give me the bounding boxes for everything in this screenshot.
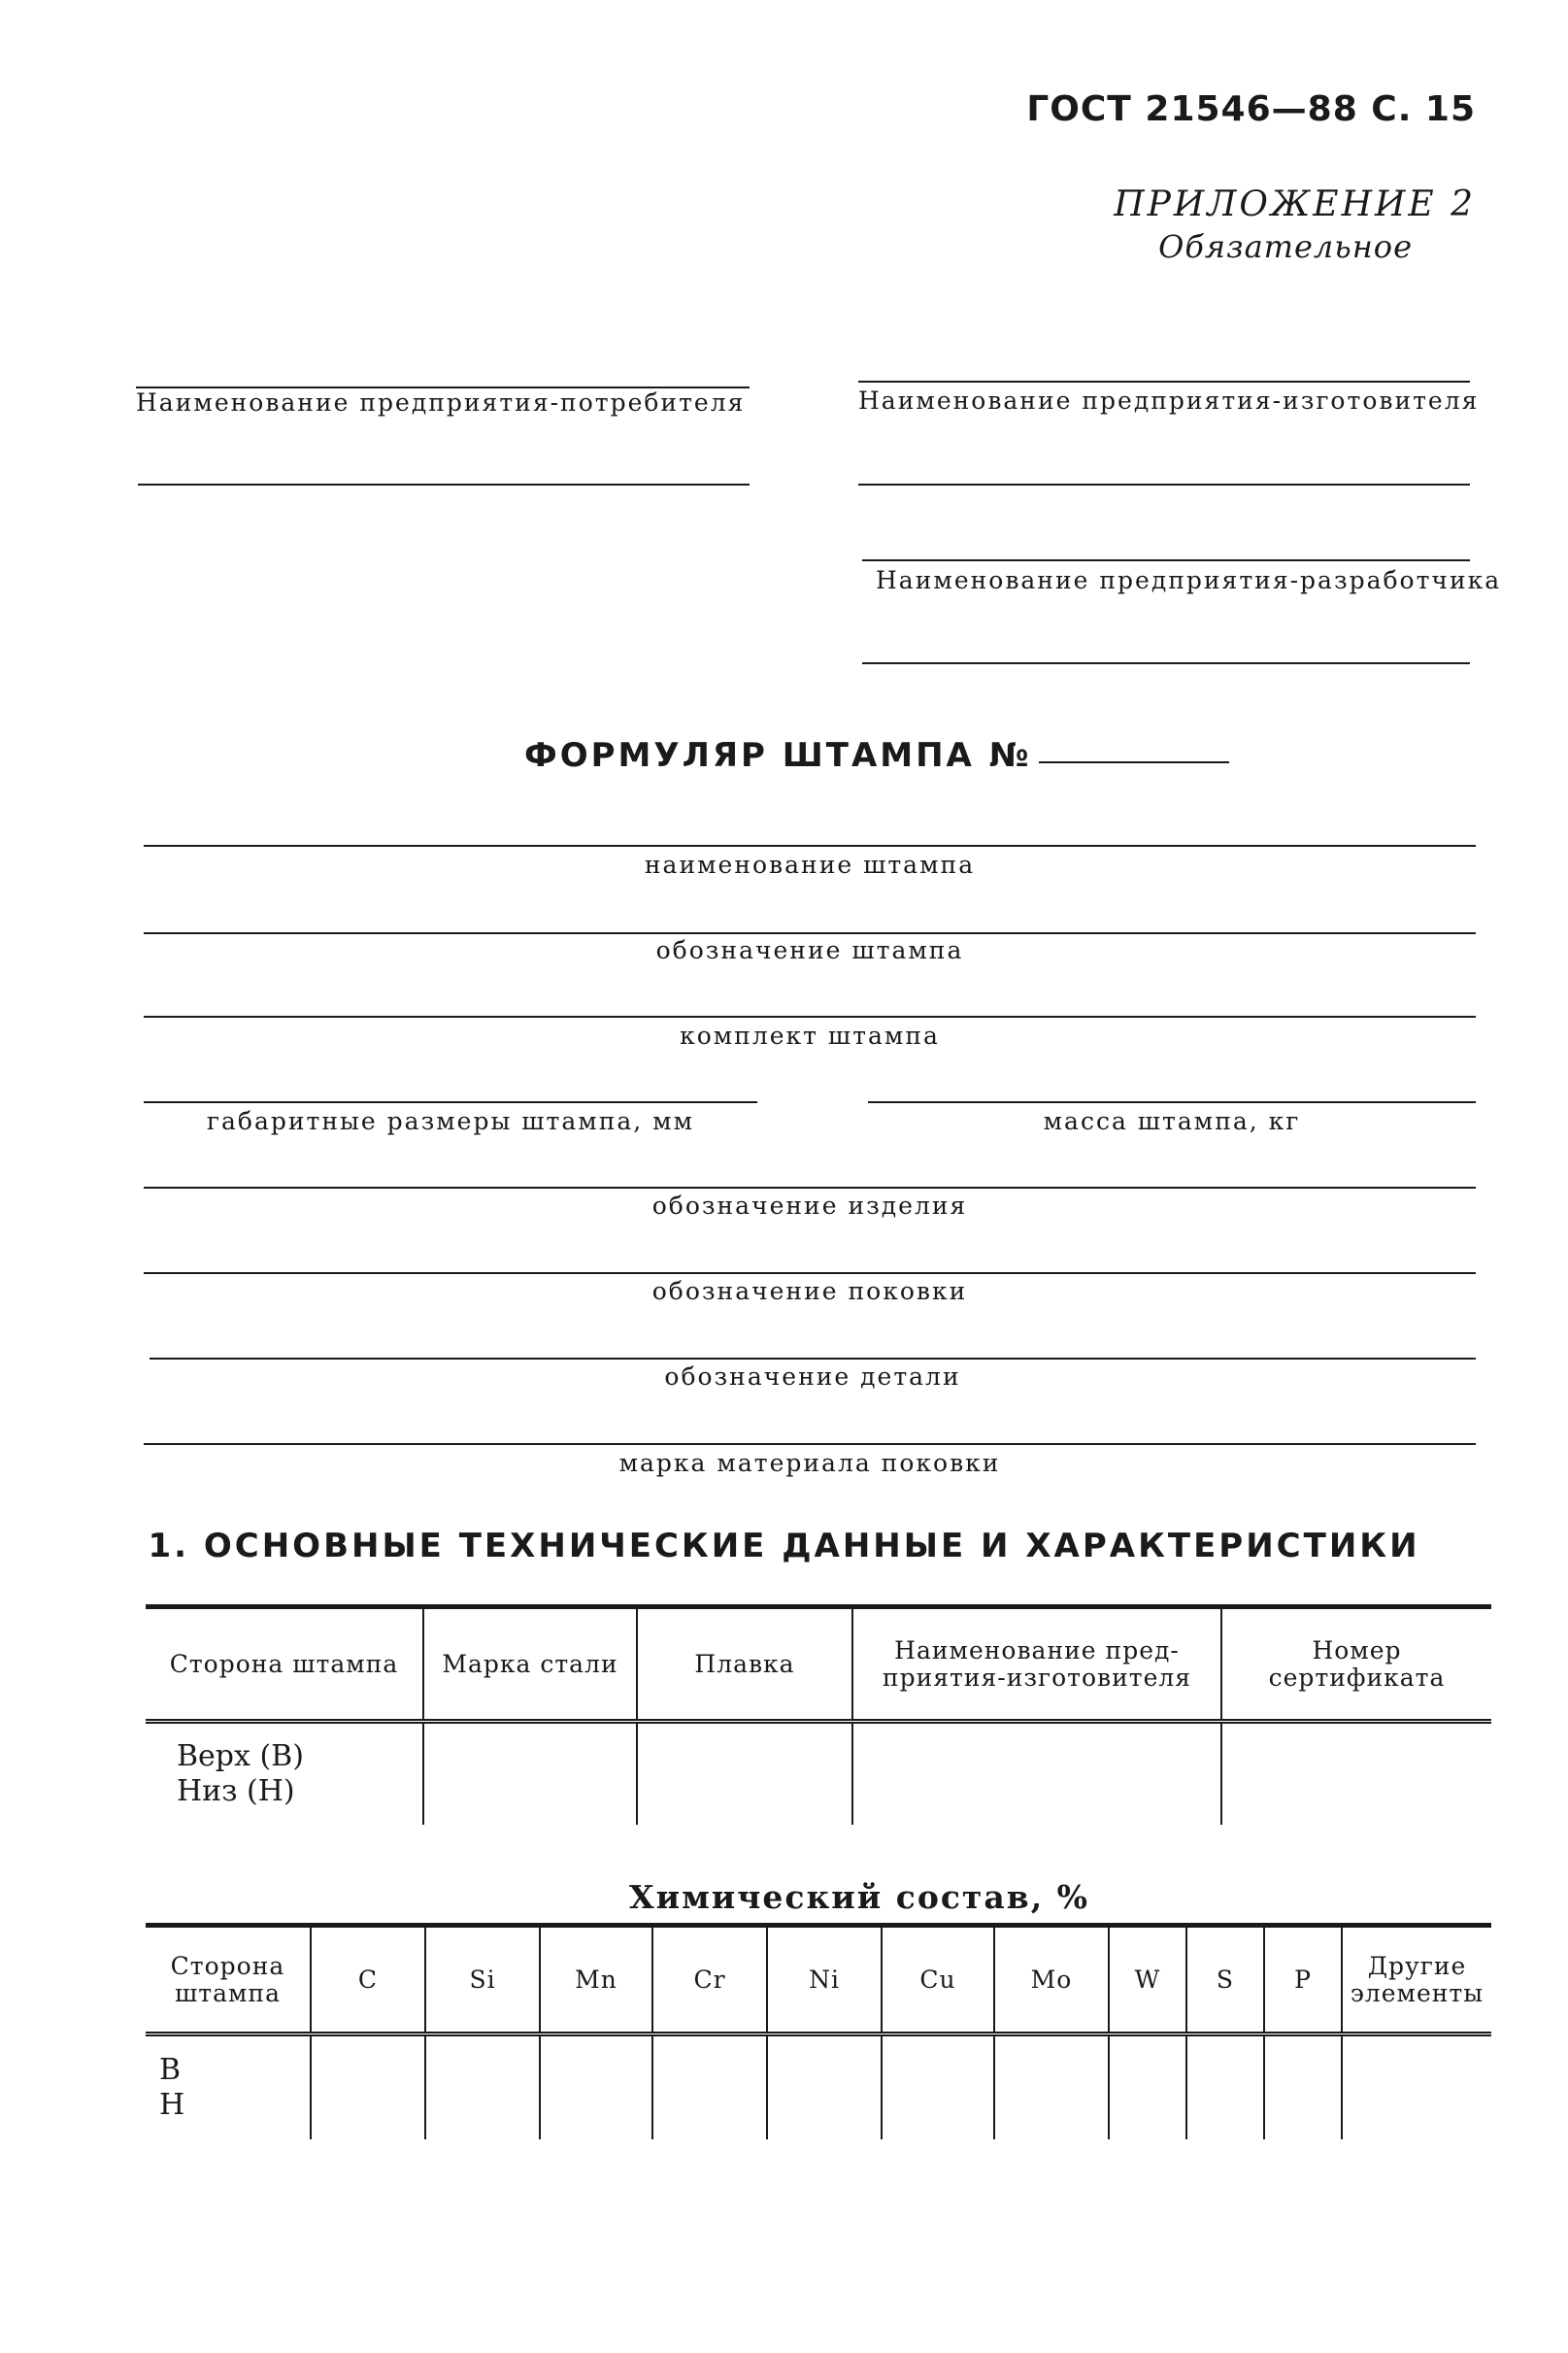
chem-header-cr: Cr xyxy=(652,1926,767,2034)
forging-designation-line[interactable] xyxy=(144,1272,1476,1274)
chem-header-mn: Mn xyxy=(540,1926,652,2034)
chem-header-ni: Ni xyxy=(767,1926,882,2034)
chem-composition-table xyxy=(146,1923,1491,2139)
chem-header-other: Другие элементы xyxy=(1342,1926,1491,2034)
stamp-designation-line[interactable] xyxy=(144,932,1476,934)
header-steel-grade: Марка стали xyxy=(423,1607,637,1722)
manufacturer-line-top[interactable] xyxy=(858,381,1470,383)
certificate-number-cell[interactable] xyxy=(1221,1722,1491,1825)
stamp-set-caption: комплект штампа xyxy=(680,1022,940,1050)
chem-side-bottom-label: Н xyxy=(159,2087,185,2122)
header-stamp-side: Сторона штампа xyxy=(169,1649,399,1678)
chem-header-cu: Cu xyxy=(882,1926,994,2034)
chem-header-stamp-side: Сторона штампа xyxy=(170,1951,285,2007)
chem-cu-cell[interactable] xyxy=(882,2034,994,2139)
header-manufacturer-name: Наименование пред-приятия-изготовителя xyxy=(852,1607,1221,1722)
chem-s-cell[interactable] xyxy=(1186,2034,1264,2139)
consumer-caption: Наименование предприятия-потребителя xyxy=(136,388,746,417)
part-designation-caption: обозначение детали xyxy=(664,1362,961,1391)
consumer-line-bottom[interactable] xyxy=(138,484,750,486)
forging-designation-caption: обозначение поковки xyxy=(651,1277,968,1305)
mass-caption: масса штампа, кг xyxy=(1043,1107,1301,1135)
manufacturer-name-cell[interactable] xyxy=(852,1722,1221,1825)
stamp-side-cell xyxy=(146,1722,423,1825)
mass-line[interactable] xyxy=(868,1101,1476,1103)
chem-header-s: S xyxy=(1186,1926,1264,2034)
stamp-name-caption: наименование штампа xyxy=(644,851,976,879)
chem-side-top-label: В xyxy=(159,2052,182,2087)
form-title-text: ФОРМУЛЯР ШТАМПА № xyxy=(524,736,1032,775)
chem-title: Химический состав, % xyxy=(629,1878,1090,1916)
chem-mo-cell[interactable] xyxy=(994,2034,1109,2139)
chem-other-cell[interactable] xyxy=(1342,2034,1491,2139)
chem-cr-cell[interactable] xyxy=(652,2034,767,2139)
forging-material-line[interactable] xyxy=(144,1443,1476,1445)
developer-line-bottom[interactable] xyxy=(862,662,1470,664)
chem-header-mo: Mo xyxy=(994,1926,1109,2034)
developer-caption: Наименование предприятия-разработчика xyxy=(876,566,1502,594)
form-title xyxy=(524,736,1229,775)
forging-material-caption: марка материала поковки xyxy=(618,1449,1001,1477)
manufacturer-line-bottom[interactable] xyxy=(858,484,1470,486)
chem-mn-cell[interactable] xyxy=(540,2034,652,2139)
side-bottom-label: Низ (Н) xyxy=(177,1773,295,1808)
chem-header-si: Si xyxy=(425,1926,540,2034)
chem-ni-cell[interactable] xyxy=(767,2034,882,2139)
dimensions-line[interactable] xyxy=(144,1101,757,1103)
stamp-set-line[interactable] xyxy=(144,1016,1476,1018)
form-number-line[interactable] xyxy=(1039,761,1229,763)
melt-cell[interactable] xyxy=(637,1722,852,1825)
manufacturer-caption: Наименование предприятия-изготовителя xyxy=(858,387,1480,415)
appendix-label: ПРИЛОЖЕНИЕ 2 xyxy=(1114,185,1476,224)
chem-header-c: C xyxy=(311,1926,425,2034)
chem-w-cell[interactable] xyxy=(1109,2034,1186,2139)
side-top-label: Верх (В) xyxy=(177,1738,304,1773)
stamp-designation-caption: обозначение штампа xyxy=(655,936,964,964)
part-designation-line[interactable] xyxy=(150,1358,1476,1360)
gost-page-header: ГОСТ 21546—88 С. 15 xyxy=(1026,89,1476,129)
chem-side-cell xyxy=(146,2034,311,2139)
chem-header-p: P xyxy=(1264,1926,1342,2034)
chem-p-cell[interactable] xyxy=(1264,2034,1342,2139)
chem-si-cell[interactable] xyxy=(425,2034,540,2139)
dimensions-caption: габаритные размеры штампа, мм xyxy=(206,1107,695,1135)
product-designation-line[interactable] xyxy=(144,1187,1476,1189)
developer-line-top[interactable] xyxy=(862,559,1470,561)
header-certificate-number: Номер сертификата xyxy=(1221,1607,1491,1722)
product-designation-caption: обозначение изделия xyxy=(651,1192,968,1220)
stamp-name-line[interactable] xyxy=(144,845,1476,847)
stamp-data-table xyxy=(146,1604,1491,1825)
chem-header-w: W xyxy=(1109,1926,1186,2034)
mandatory-label: Обязательное xyxy=(1158,228,1413,265)
header-melt: Плавка xyxy=(637,1607,852,1722)
steel-grade-cell[interactable] xyxy=(423,1722,637,1825)
chem-c-cell[interactable] xyxy=(311,2034,425,2139)
section-1-title: 1. ОСНОВНЫЕ ТЕХНИЧЕСКИЕ ДАННЫЕ И ХАРАКТЕРИСТИКИ xyxy=(148,1527,1420,1565)
